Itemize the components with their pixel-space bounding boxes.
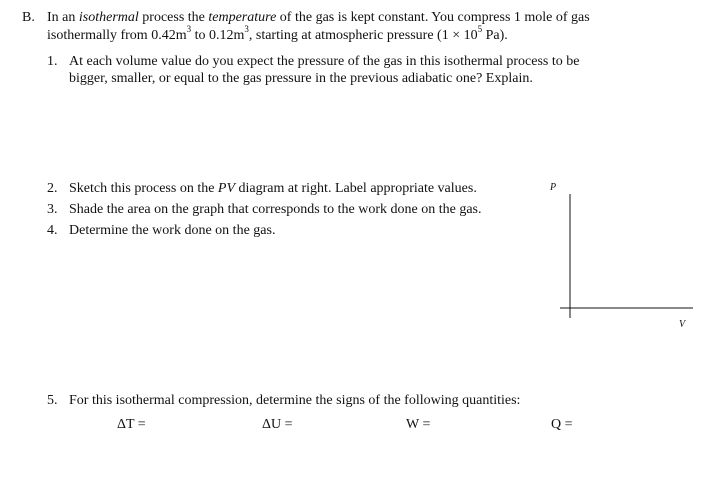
text: process the	[138, 10, 209, 25]
emphasis-pv: PV	[217, 181, 236, 196]
text: to 0.12m	[191, 28, 245, 43]
section-b-line-1	[47, 9, 590, 26]
question-5-text: For this isothermal compression, determine the signs of the following quantities:	[69, 393, 521, 408]
text: Sketch this process on the	[69, 181, 218, 196]
heat-label: Q =	[551, 417, 573, 432]
question-1-line-1: At each volume value do you expect the pressure of the gas in this isothermal process to be	[69, 54, 580, 69]
p-axis-label: P	[550, 182, 557, 193]
superscript: 3	[186, 24, 192, 35]
text: of the gas is kept constant. You compress 1 mole of gas	[276, 10, 590, 25]
question-3-number: 3.	[47, 202, 58, 217]
text: , starting at atmospheric pressure (1 × 10	[248, 28, 478, 43]
question-4-text: Determine the work done on the gas.	[69, 223, 276, 238]
work-label: W =	[406, 417, 431, 432]
emphasis-isothermal: isothermal	[78, 10, 139, 25]
text: isothermally from 0.42m	[47, 28, 187, 43]
question-2-text	[69, 180, 477, 197]
question-4-number: 4.	[47, 223, 58, 238]
text: diagram at right. Label appropriate values.	[235, 181, 477, 196]
section-b-line-2	[47, 24, 508, 44]
question-3-text: Shade the area on the graph that corresponds to the work done on the gas.	[69, 202, 482, 217]
question-1-number: 1.	[47, 54, 58, 69]
superscript: 5	[477, 24, 483, 35]
question-2-number: 2.	[47, 181, 58, 196]
superscript: 3	[244, 24, 249, 35]
question-1-line-2: bigger, smaller, or equal to the gas pressure in the previous adiabatic one? Explain.	[69, 71, 533, 86]
pv-diagram[interactable]	[550, 178, 700, 333]
question-5-number: 5.	[47, 393, 58, 408]
section-b-label: B.	[22, 10, 35, 25]
text: Pa).	[482, 28, 508, 43]
text: In an	[47, 10, 79, 25]
delta-t-label: ΔT =	[117, 417, 146, 432]
delta-u-label: ΔU =	[262, 417, 293, 432]
v-axis-label: V	[679, 319, 686, 330]
emphasis-temperature: temperature	[208, 10, 277, 25]
